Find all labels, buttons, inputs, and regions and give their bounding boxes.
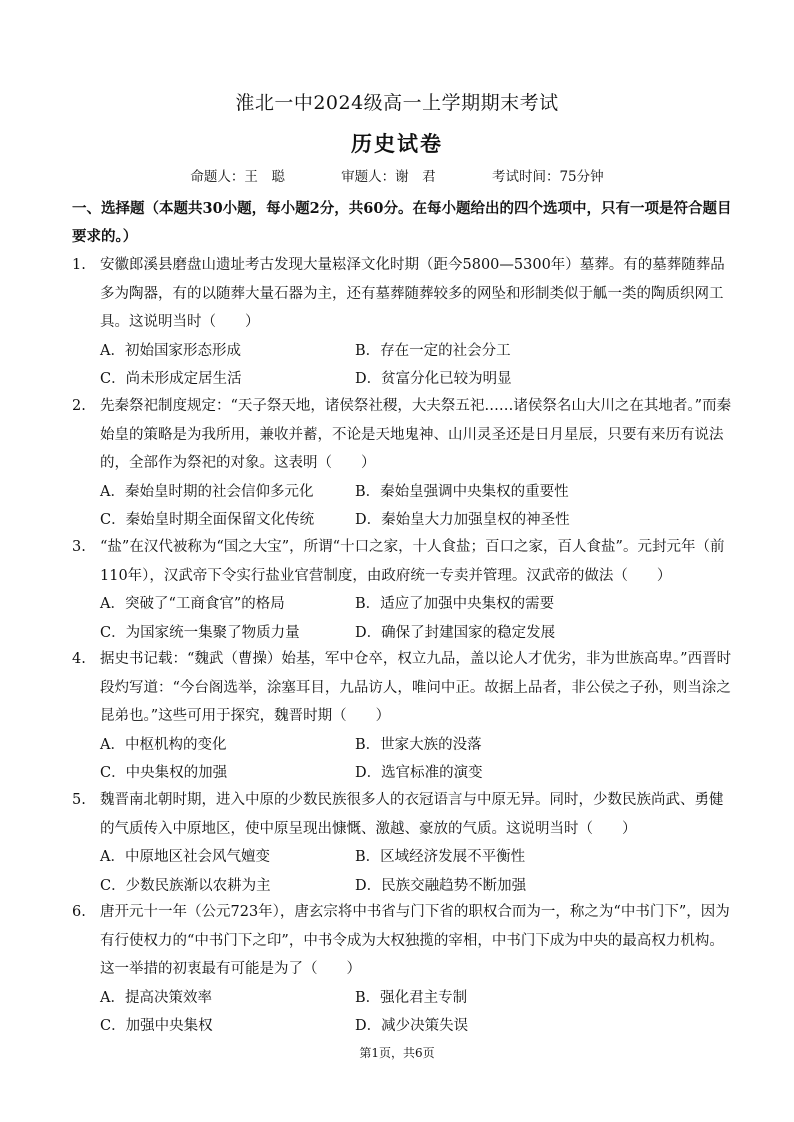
option-d: D．秦始皇大力加强皇权的神圣性 [355,512,570,528]
option-b: B．世家大族的没落 [355,736,482,753]
question-number: 2. [72,398,86,414]
option-c: C．尚未形成定居生活 [100,371,242,387]
option-c: C．为国家统一集聚了物质力量 [100,624,300,641]
exam-subtitle: 历史试卷 [351,131,443,156]
question-5 [72,786,732,900]
exam-time: 考试时间：75分钟 [491,169,604,185]
page-footer: 第1页，共6页 [359,1046,435,1060]
question-2 [72,392,732,535]
question-stem: 先秦祭祀制度规定：“天子祭天地，诸侯祭社稷，大夫祭五祀……诸侯祭名山大川之在其地者。”而秦始皇的策略是为我所用，兼收并蓄，不论是天地鬼神、山川灵圣还是日月星辰，只要有来历有说法的，全部作为祭祀的对象。这表明（ ） [100,398,732,471]
option-b: B．适应了加强中央集权的需要 [355,596,555,612]
option-c: C．中央集权的加强 [100,765,228,781]
options [100,731,732,788]
question-1 [72,251,732,394]
option-d: D．减少决策失误 [355,1018,469,1034]
options [100,590,732,647]
question-stem: 魏晋南北朝时期，进入中原的少数民族很多人的衣冠语言与中原无异。同时，少数民族尚武、勇健的气质传入中原地区，使中原呈现出慷慨、激越、豪放的气质。这说明当时（ ） [100,792,724,837]
question-number: 3. [72,539,86,555]
option-d: D．贫富分化已较为明显 [355,371,512,387]
reviewer: 审题人：谢 君 [341,169,436,185]
question-number: 1. [72,257,86,273]
question-number: 4. [72,651,86,667]
option-c: C．少数民族渐以农耕为主 [100,877,271,894]
option-a: A．突破了“工商食官”的格局 [100,596,285,612]
option-c: C．加强中央集权 [100,1018,213,1034]
question-6 [72,898,732,1041]
exam-title: 淮北一中2024级高一上学期期末考试 [235,92,559,114]
question-number: 5. [72,792,86,808]
section-heading: 一、选择题（本题共30小题，每小题2分，共60分。在每小题给出的四个选项中，只有一项是符合题目要求的。） [72,200,732,245]
option-d: D．民族交融趋势不断加强 [355,877,527,894]
option-b: B．存在一定的社会分工 [355,342,511,359]
option-d: D．确保了封建国家的稳定发展 [355,624,556,641]
question-stem: “盐”在汉代被称为“国之大宝”，所谓“十口之家，十人食盐；百口之家，百人食盐”。元封元年（前110年），汉武帝下令实行盐业官营制度，由政府统一专卖并管理。汉武帝的做法（ ） [100,539,725,584]
options [100,843,732,900]
option-b: B．区域经济发展不平衡性 [355,849,526,865]
option-a: A．中枢机构的变化 [100,736,227,753]
option-a: A．初始国家形态形成 [100,342,241,359]
exam-meta [0,165,794,185]
option-b: B．秦始皇强调中央集权的重要性 [355,483,569,500]
question-3 [72,533,732,647]
option-a: A．提高决策效率 [100,989,212,1006]
proposer: 命题人：王 聪 [190,169,285,185]
question-number: 6. [72,904,86,920]
option-a: A．中原地区社会风气嬗变 [100,849,270,865]
option-c: C．秦始皇时期全面保留文化传统 [100,512,315,528]
option-a: A．秦始皇时期的社会信仰多元化 [100,483,314,500]
question-stem: 据史书记载：“魏武（曹操）始基，军中仓卒，权立九品，盖以论人才优劣，非为世族高卑。”西晋时段灼写道：“今台阁选举，涂塞耳目，九品访人，唯问中正。故据上品者，非公侯之子孙，则当涂之昆弟也。”这些可用于探究，魏晋时期（ ） [100,651,732,724]
question-4 [72,645,732,788]
question-stem: 安徽郎溪县磨盘山遗址考古发现大量崧泽文化时期（距今5800—5300年）墓葬。有的墓葬随葬品多为陶器，有的以随葬大量石器为主，还有墓葬随葬较多的网坠和形制类似于觚一类的陶质织网工具。这说明当时（ ） [100,257,725,330]
options [100,984,732,1041]
question-stem: 唐开元十一年（公元723年），唐玄宗将中书省与门下省的职权合而为一，称之为“中书门下”，因为有行使权力的“中书门下之印”，中书令成为大权独揽的宰相，中书门下成为中央的最高权力机构。这一举措的初衷最有可能是为了（ ） [100,904,730,977]
options [100,478,732,535]
options [100,337,732,394]
option-d: D．选官标准的演变 [355,765,483,781]
option-b: B．强化君主专制 [355,989,468,1006]
